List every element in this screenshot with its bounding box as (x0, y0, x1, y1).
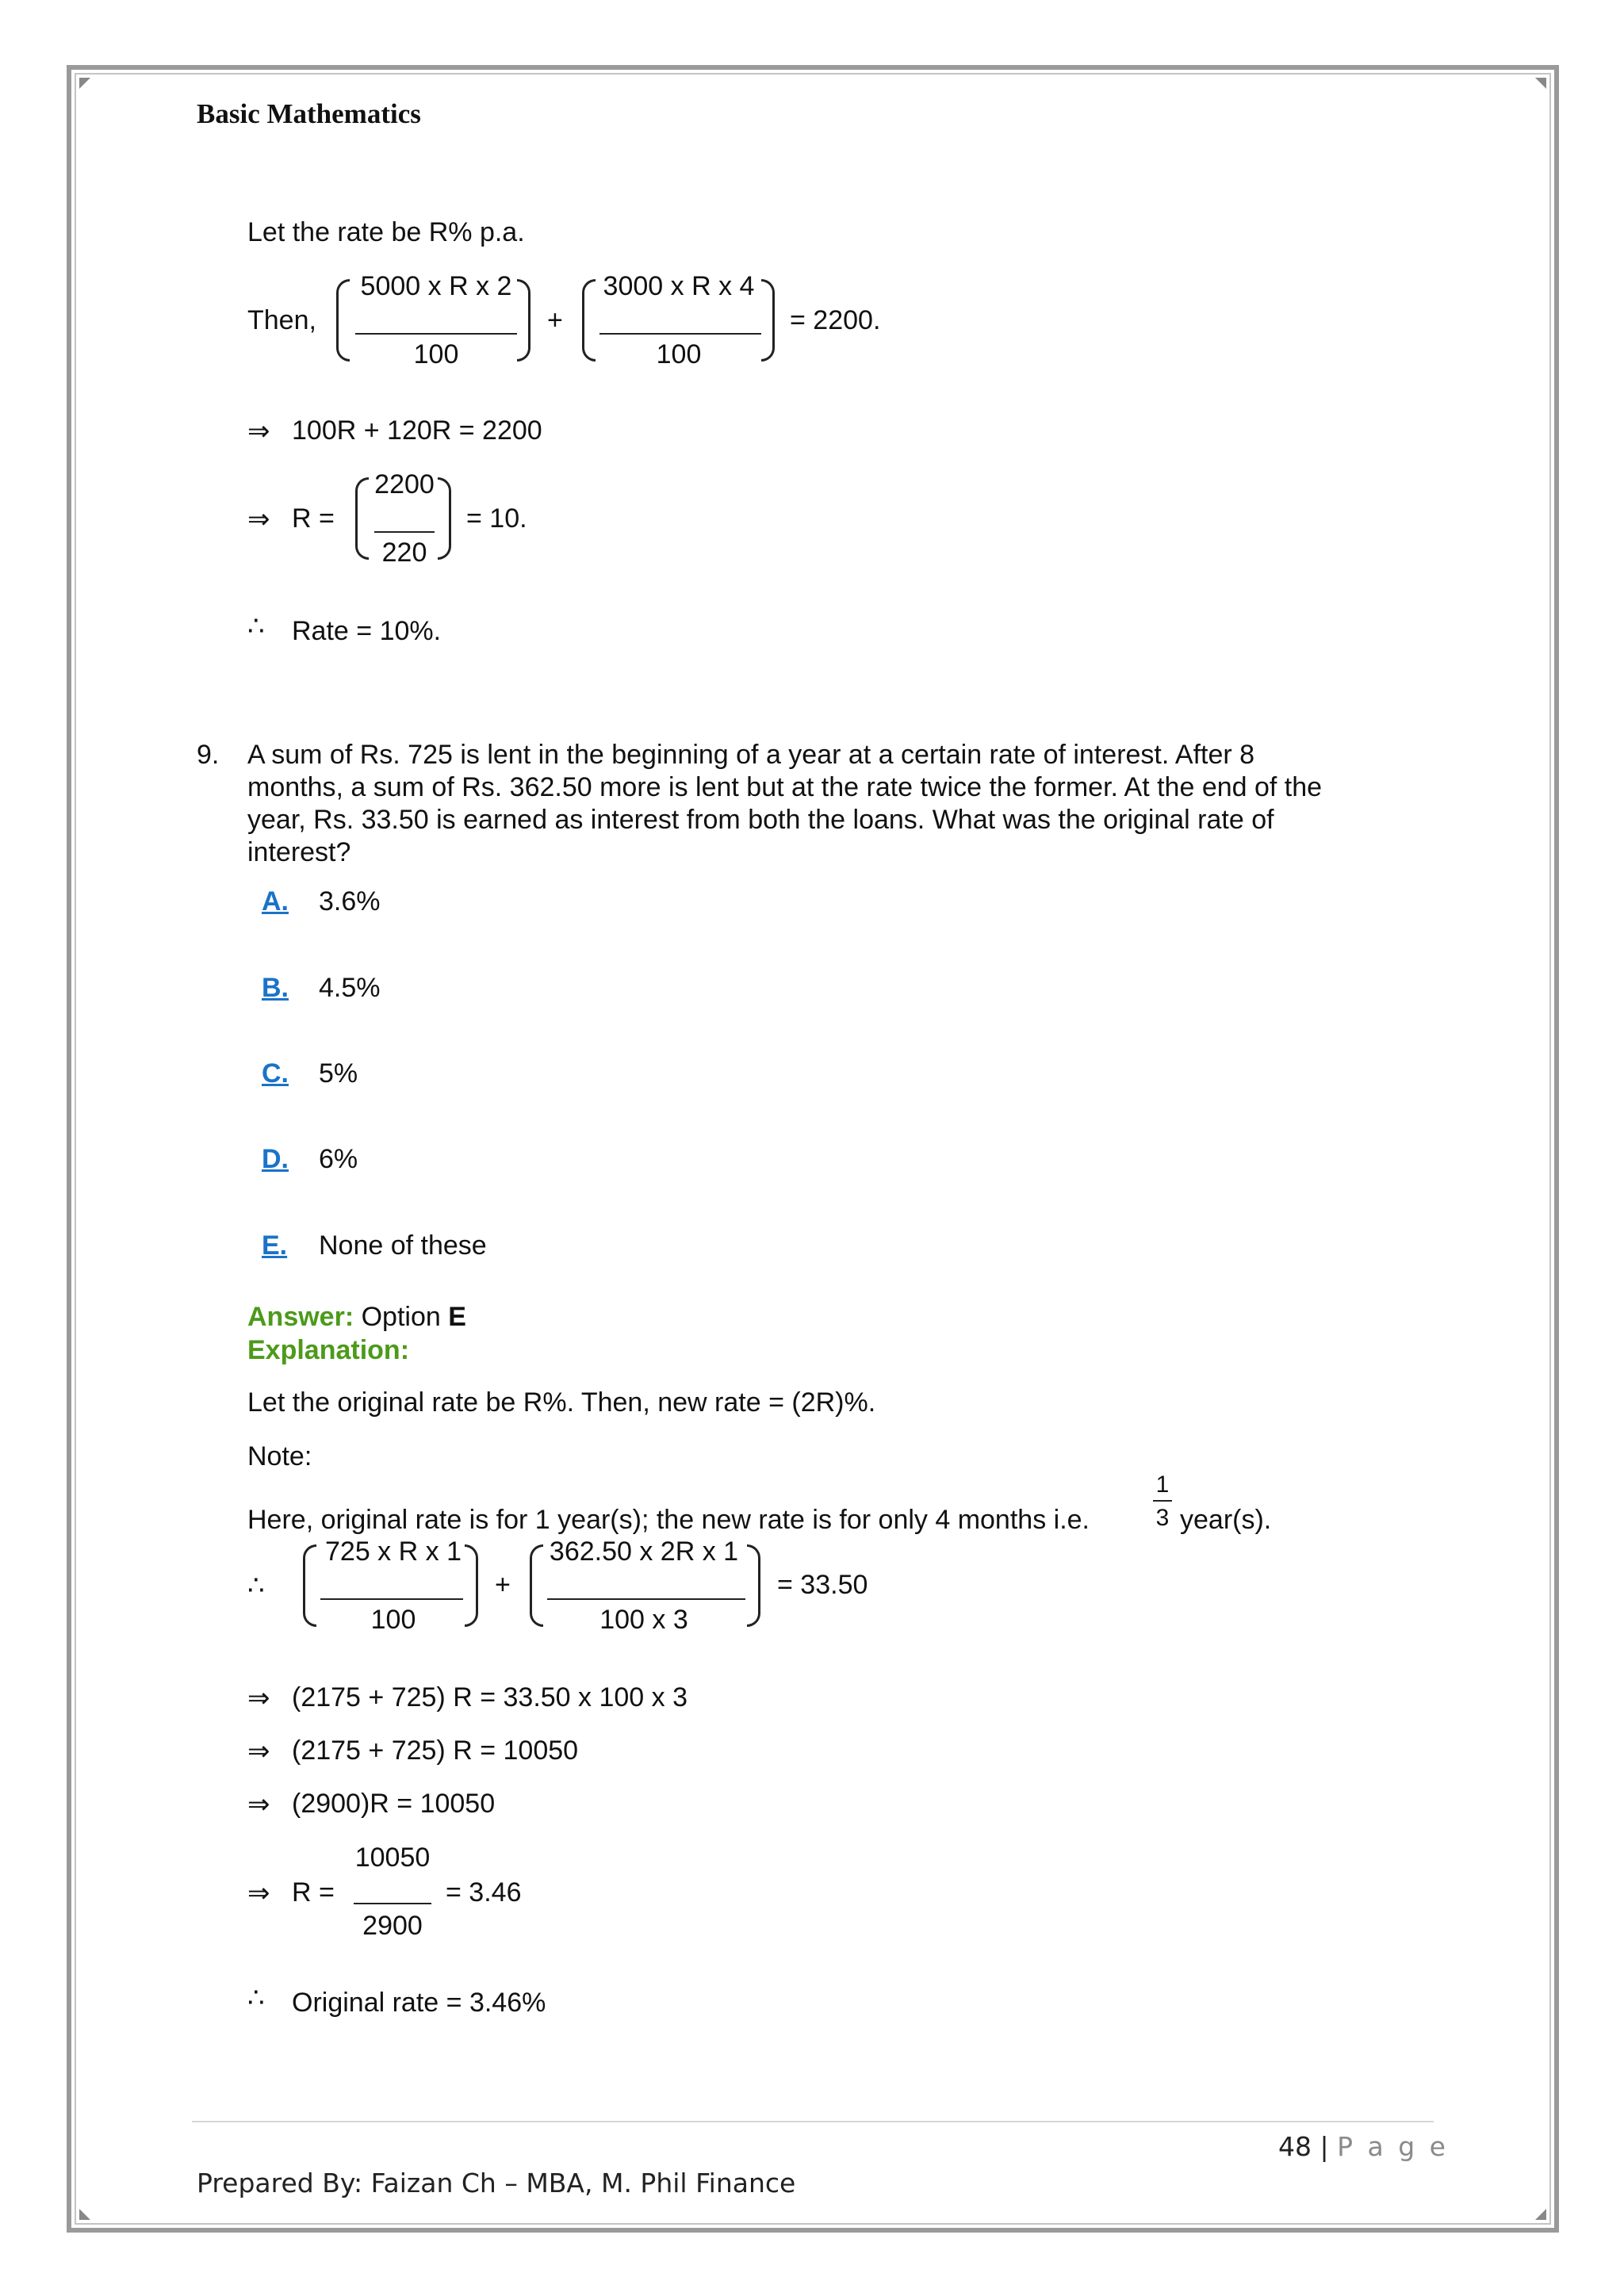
prev-then-label: Then, (247, 305, 316, 335)
exp-frac1-denominator: 100 (370, 1605, 416, 1635)
prev-frac1-numerator: 5000 x R x 2 (360, 271, 512, 301)
prev-frac2-numerator: 3000 x R x 4 (603, 271, 755, 301)
answer-option: E (448, 1302, 466, 1332)
exp-step1: (2175 + 725) R = 33.50 x 100 x 3 (292, 1682, 688, 1712)
page-label: P a g e (1337, 2131, 1449, 2162)
exp-frac2-denominator: 100 x 3 (599, 1605, 688, 1635)
option-c-link[interactable]: C. (262, 1058, 289, 1089)
page-border-inner-left (75, 73, 76, 2225)
option-e-text: None of these (319, 1230, 487, 1261)
prev-step1: 100R + 120R = 2200 (292, 415, 542, 446)
small-frac-denominator: 3 (1155, 1505, 1170, 1531)
exp-frac2-bar (547, 1598, 745, 1600)
exp-frac1-bar (320, 1598, 463, 1600)
prev-frac1-left-paren (336, 279, 350, 362)
page-border-bottom (67, 2228, 1559, 2233)
page-border-inner-bottom (75, 2223, 1551, 2225)
answer-line (247, 1302, 466, 1333)
prev-frac2-right-paren (761, 279, 775, 362)
question-line-3: year, Rs. 33.50 is earned as interest from both the loans. What was the original rate of (247, 805, 1274, 835)
exp-frac1-right-paren (465, 1544, 478, 1627)
option-d-link[interactable]: D. (262, 1144, 289, 1174)
page-separator: | (1320, 2131, 1329, 2162)
corner-ornament-tl (79, 78, 90, 89)
prev-frac3-right-paren (438, 477, 451, 560)
header-title: Basic Mathematics (197, 98, 421, 129)
page-border-right (1554, 65, 1559, 2233)
prev-frac3-denominator: 220 (381, 538, 427, 568)
answer-text: Option (361, 1302, 441, 1332)
question-line-2: months, a sum of Rs. 362.50 more is lent but at the rate twice the former. At the end of the (247, 772, 1323, 802)
option-b-text: 4.5% (319, 973, 381, 1003)
prev-frac1-denominator: 100 (413, 339, 459, 369)
prev-implies-1: ⇒ (247, 416, 270, 446)
option-a-link[interactable]: A. (262, 886, 289, 916)
exp-frac3-numerator: 10050 (354, 1843, 431, 1873)
exp-frac2-right-paren (747, 1544, 760, 1627)
exp-implies-3: ⇒ (247, 1789, 270, 1820)
page-indicator (1278, 2131, 1449, 2162)
prev-frac2-denominator: 100 (656, 339, 702, 369)
prev-rate-line: Let the rate be R% p.a. (247, 217, 525, 247)
page-border-top (67, 65, 1559, 70)
exp-step3: (2900)R = 10050 (292, 1789, 496, 1819)
exp-frac1-numerator: 725 x R x 1 (325, 1536, 462, 1567)
exp-frac3-bar (354, 1903, 431, 1904)
answer-label: Answer: (247, 1302, 354, 1332)
prev-frac1-right-paren (517, 279, 530, 362)
exp-equals-result: = 33.50 (777, 1570, 868, 1600)
page-border-inner-right (1549, 73, 1551, 2225)
question-line-1: A sum of Rs. 725 is lent in the beginning of a year at a certain rate of interest. After 8 (247, 740, 1255, 770)
prev-conclusion: Rate = 10%. (292, 616, 442, 646)
page-border-left (67, 65, 71, 2233)
exp-therefore-2: ∴ (247, 1983, 265, 2013)
exp-plus: + (495, 1570, 511, 1600)
corner-ornament-br (1535, 2209, 1546, 2220)
prev-therefore: ∴ (247, 611, 265, 641)
page-border-inner-top (75, 73, 1551, 75)
prev-frac3-bar (374, 531, 435, 533)
prev-frac3-numerator: 2200 (374, 469, 435, 499)
exp-implies-2: ⇒ (247, 1736, 270, 1766)
exp-conclusion: Original rate = 3.46% (292, 1988, 546, 2018)
page-number: 48 (1278, 2131, 1312, 2162)
explanation-therefore-1: ∴ (247, 1571, 265, 1601)
corner-ornament-bl (79, 2209, 90, 2220)
prev-implies-2: ⇒ (247, 504, 270, 534)
explanation-note: Note: (247, 1441, 312, 1471)
option-e-link[interactable]: E. (262, 1230, 288, 1261)
option-d-text: 6% (319, 1144, 358, 1174)
prev-equals-result: = 2200. (790, 305, 881, 335)
exp-frac3-result: = 3.46 (446, 1877, 522, 1908)
explanation-here-text: Here, original rate is for 1 year(s); the new rate is for only 4 months i.e. (247, 1505, 1090, 1535)
prev-frac2-bar (599, 333, 761, 335)
prev-r-label: R = (292, 503, 335, 534)
exp-implies-1: ⇒ (247, 1683, 270, 1713)
prev-plus: + (547, 305, 563, 335)
prev-frac1-bar (355, 333, 517, 335)
footer-prepared-by: Prepared By: Faizan Ch – MBA, M. Phil Finance (197, 2168, 796, 2198)
option-c-text: 5% (319, 1058, 358, 1089)
option-a-text: 3.6% (319, 886, 381, 916)
question-line-4: interest? (247, 837, 351, 867)
explanation-label: Explanation: (247, 1335, 410, 1365)
exp-frac2-numerator: 362.50 x 2R x 1 (549, 1536, 739, 1567)
footer-rule (192, 2121, 1434, 2122)
explanation-line1: Let the original rate be R%. Then, new rate = (2R)%. (247, 1387, 876, 1418)
exp-step2: (2175 + 725) R = 10050 (292, 1735, 579, 1766)
exp-frac3-denominator: 2900 (362, 1911, 423, 1941)
exp-r-label: R = (292, 1877, 335, 1908)
prev-frac3-result: = 10. (466, 503, 527, 534)
explanation-here-suffix: year(s). (1180, 1505, 1272, 1535)
option-b-link[interactable]: B. (262, 973, 289, 1003)
exp-implies-4: ⇒ (247, 1878, 270, 1908)
small-frac-numerator: 1 (1155, 1471, 1170, 1498)
question-number: 9. (197, 740, 220, 770)
corner-ornament-tr (1535, 78, 1546, 89)
small-frac-bar (1153, 1500, 1172, 1502)
